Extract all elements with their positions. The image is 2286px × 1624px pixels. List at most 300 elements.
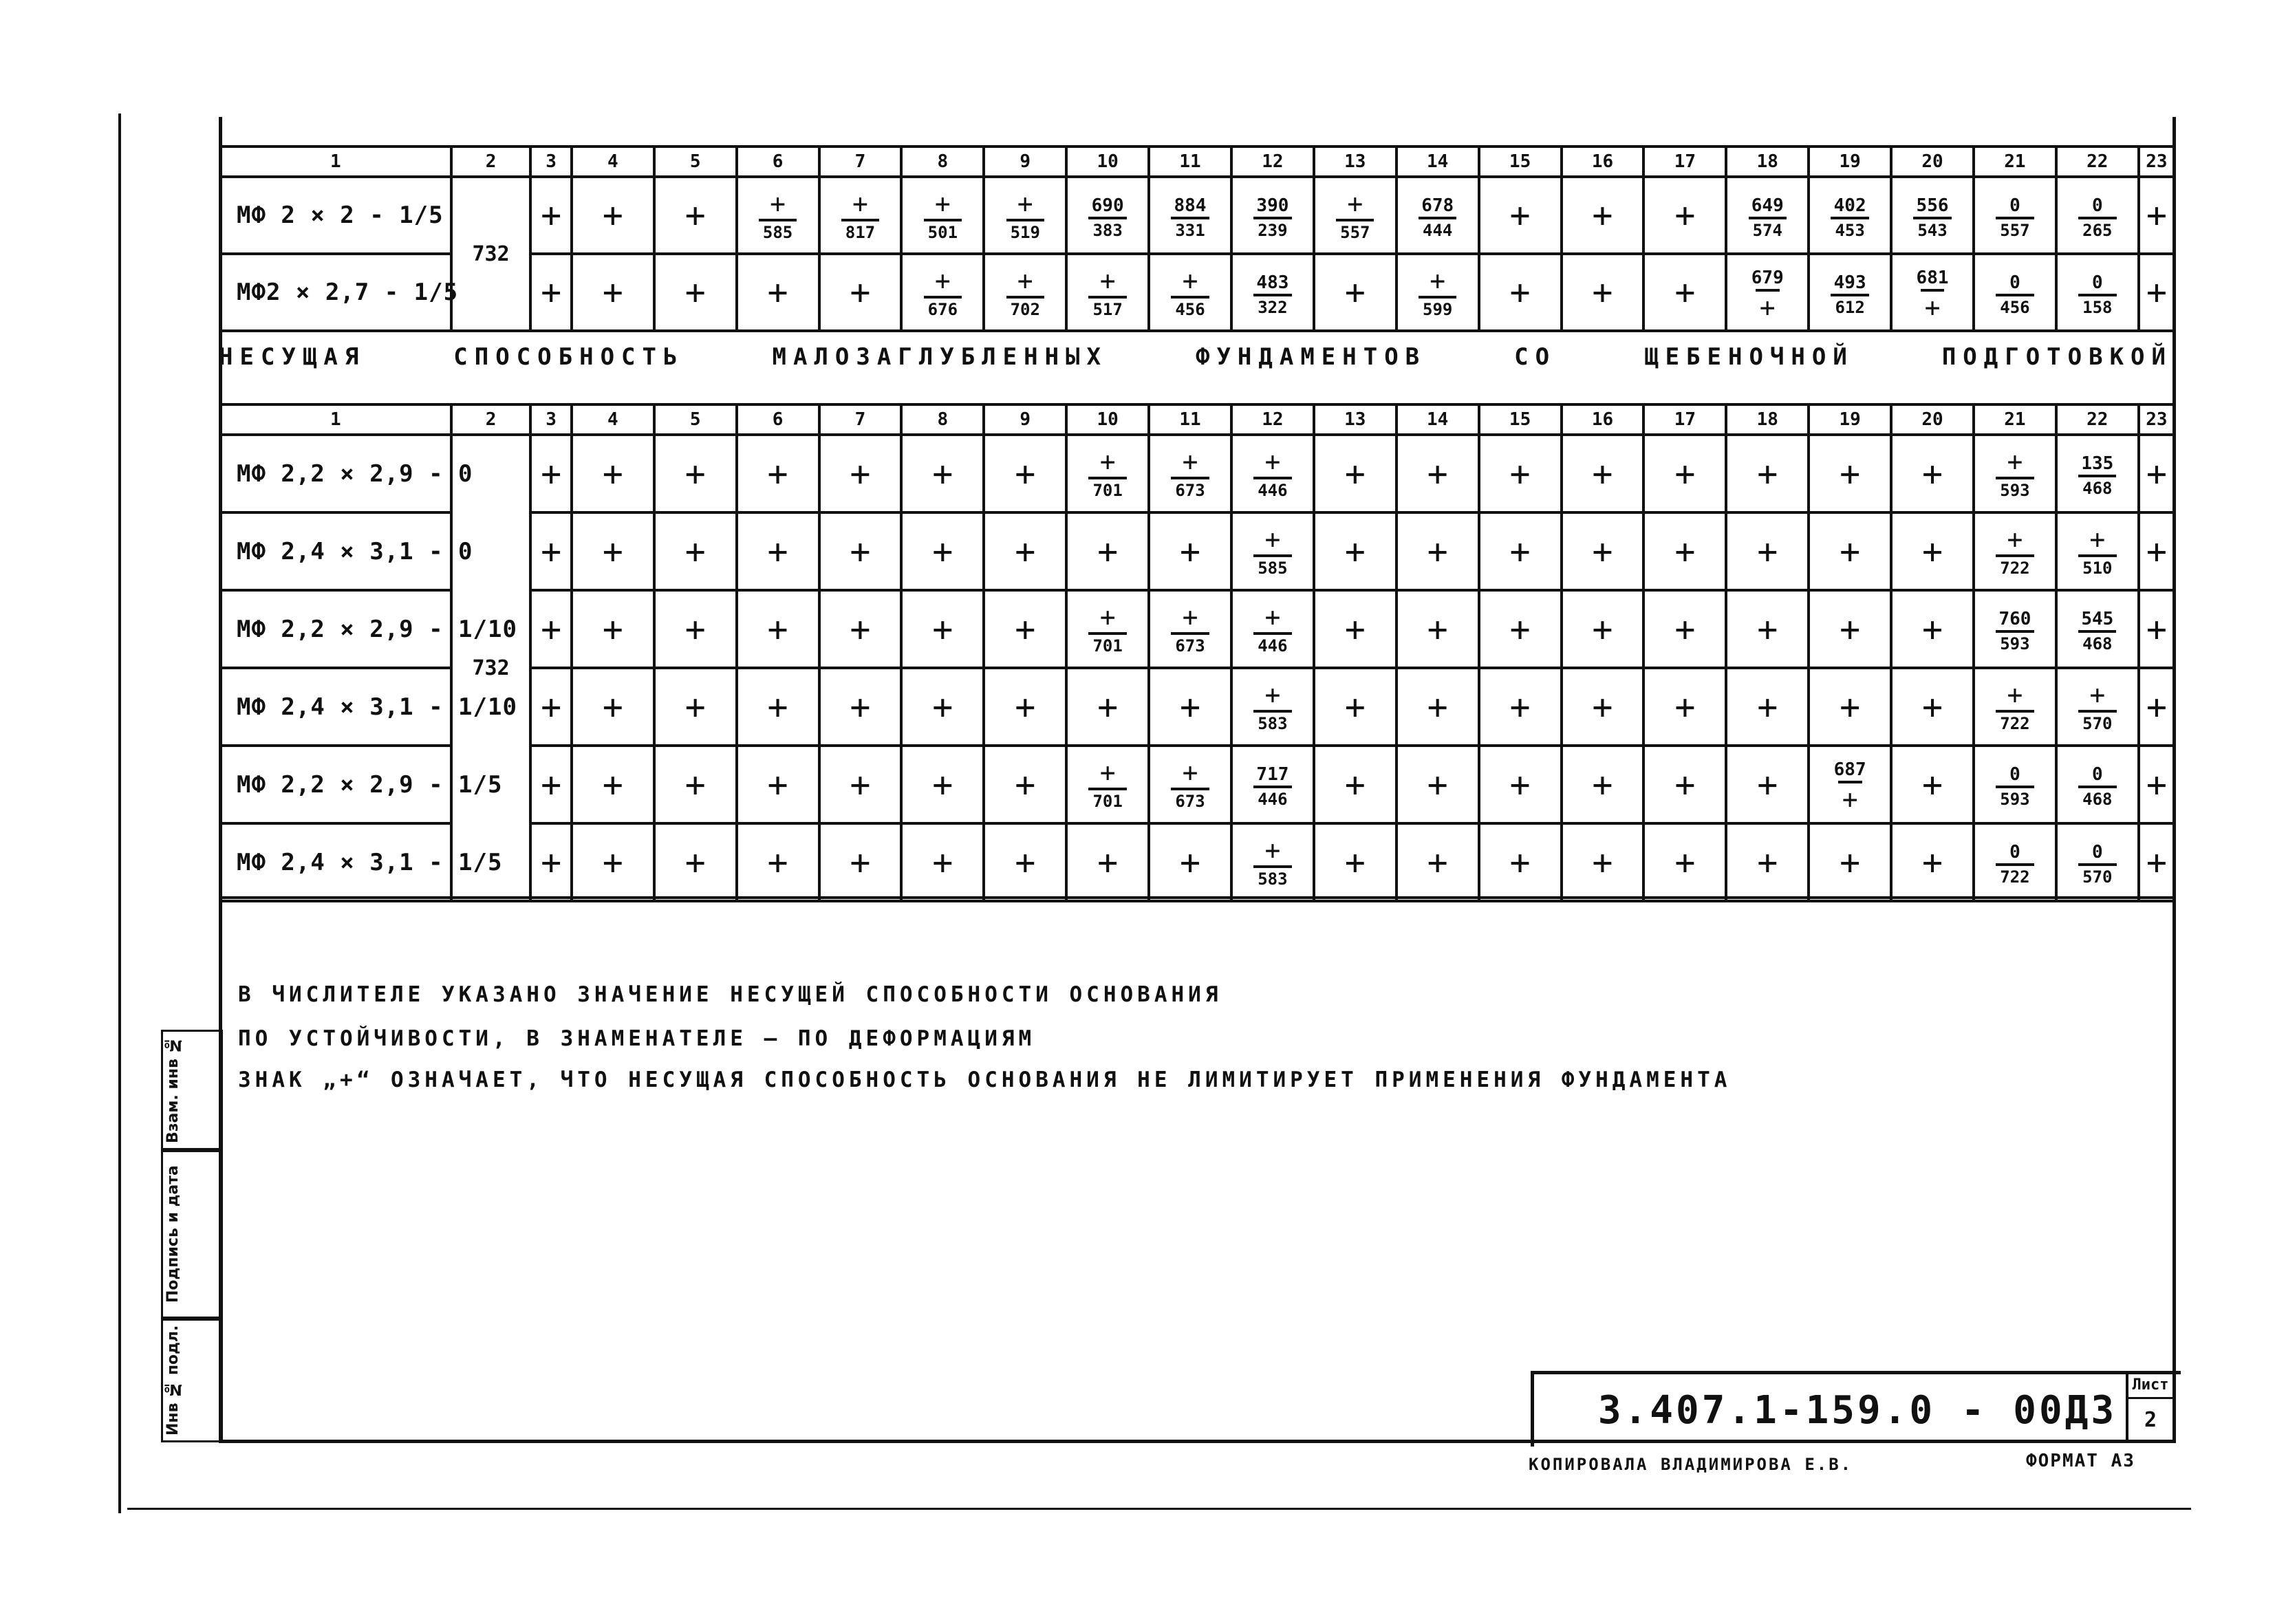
header-cell: 3 [530,147,571,177]
fraction-value [1912,197,1953,239]
column-2-value: 732 [451,177,531,331]
fraction-value [1253,682,1291,732]
numerator: 0 [2009,842,2020,863]
value-cell: + [1643,435,1726,512]
value-cell: + [1314,512,1397,590]
fraction-cell [2056,668,2139,746]
side-stamp-sign-date [161,1150,223,1319]
value-cell: + [654,823,737,901]
value-cell: + [819,512,902,590]
value-cell: + [1809,512,1891,590]
table-header-row [220,147,2175,177]
fraction-value [1252,197,1293,239]
denominator: 612 [1831,294,1868,316]
fraction-value [1253,604,1291,654]
value-cell: + [984,746,1066,823]
value-cell: + [1314,746,1397,823]
denominator: 557 [1336,219,1374,241]
denominator: 570 [2078,710,2116,732]
foundation-mark: МФ 2,2 × 2,9 - 1/5 [220,746,451,823]
numerator: 0 [2091,272,2103,293]
denominator: 446 [1253,632,1291,654]
denominator: 583 [1253,865,1291,887]
fraction-value [1747,269,1788,321]
fraction-cell [1974,746,2056,823]
header-cell: 16 [1562,147,1644,177]
value-cell: + [654,435,737,512]
header-cell: 13 [1314,147,1397,177]
value-cell: + [819,823,902,901]
side-stamp-inv-orig-label: Инв № подл. [164,1325,182,1436]
sheet-number-box [2126,1371,2175,1443]
section-title-word: ЩЕБЕНОЧНОЙ [1644,343,1854,371]
value-cell: + [1562,512,1644,590]
denominator: 673 [1171,788,1209,810]
value-cell: + [1479,590,1562,668]
fraction-value [1253,448,1291,499]
value-cell: + [737,746,819,823]
denominator: 501 [924,219,962,241]
header-cell: 6 [737,404,819,435]
value-cell: + [1643,746,1726,823]
fraction-value [1171,759,1209,810]
numerator: + [1264,524,1281,554]
numerator: + [1182,602,1198,632]
denominator: 510 [2078,554,2116,576]
value-cell: + [1726,590,1809,668]
fraction-value [2078,766,2116,808]
fraction-cell [1974,254,2056,331]
fraction-value [1996,526,2034,576]
value-cell: + [1891,435,1974,512]
fraction-cell [1066,746,1149,823]
value-cell: + [1314,254,1397,331]
section-title-word: ФУНДАМЕНТОВ [1195,343,1427,371]
header-cell: 17 [1643,404,1726,435]
numerator: + [1264,680,1281,710]
note-line-2: ПО УСТОЙЧИВОСТИ, В ЗНАМЕНАТЕЛЕ — ПО ДЕФОРМАЦИЯМ [238,1026,1036,1051]
document-code-block [1531,1371,2181,1447]
header-cell: 7 [819,147,902,177]
frame-bottom-line [127,1508,2191,1510]
value-cell: + [1314,668,1397,746]
fraction-cell [1149,177,1231,254]
fraction-value [1419,265,1456,319]
section-title-word: СО [1514,343,1557,371]
value-cell: + [1891,512,1974,590]
denominator: 383 [1088,217,1126,239]
fraction-cell [2056,823,2139,901]
fraction-value [1006,188,1044,242]
fraction-cell [2056,746,2139,823]
numerator: 690 [1091,195,1124,216]
value-cell: + [1149,823,1231,901]
header-cell: 10 [1066,404,1149,435]
fraction-cell [1231,254,1314,331]
fraction-value [1830,761,1870,812]
value-cell: + [737,668,819,746]
document-code: 3.407.1-159.0 - 00Д3 [1597,1388,2117,1433]
value-cell: + [1726,435,1809,512]
fraction-cell [1231,746,1314,823]
numerator: + [1182,265,1198,296]
fraction-value [1252,766,1293,808]
numerator: + [1099,757,1116,788]
numerator: + [2007,446,2023,477]
fraction-value [1006,265,1044,319]
fraction-cell [1974,177,2056,254]
column-2-value: 732 [451,435,531,901]
denominator: 456 [1996,294,2034,316]
foundation-mark: МФ 2,4 × 3,1 - 0 [220,512,451,590]
value-cell: + [530,746,571,823]
numerator: + [1017,188,1033,219]
value-cell: + [572,668,654,746]
value-cell: + [1643,823,1726,901]
fraction-value [1171,604,1209,654]
fraction-cell [1066,590,1149,668]
fraction-cell [1974,590,2056,668]
denominator: 583 [1253,710,1291,732]
denominator: 722 [1996,554,2034,576]
value-cell: + [819,254,902,331]
numerator: + [1099,446,1116,477]
value-cell: + [984,435,1066,512]
numerator: 0 [2091,195,2103,216]
numerator: 679 [1751,267,1784,288]
value-cell: + [2139,512,2175,590]
value-cell: + [530,668,571,746]
denominator: 722 [1996,710,2034,732]
value-cell: + [1726,746,1809,823]
fraction-cell [1066,435,1149,512]
header-cell: 11 [1149,147,1231,177]
header-cell: 23 [2139,147,2175,177]
foundation-mark: МФ2 × 2,7 - 1/5 [220,254,451,331]
fraction-cell [1891,254,1974,331]
value-cell: + [1809,823,1891,901]
header-cell: 3 [530,404,571,435]
fraction-cell [2056,177,2139,254]
denominator: 265 [2078,217,2116,239]
denominator: 468 [2078,630,2116,652]
fraction-value [1830,274,1870,316]
value-cell: + [1314,590,1397,668]
numerator: 545 [2081,609,2114,629]
header-cell: 22 [2056,147,2139,177]
value-cell: + [1562,823,1644,901]
denominator: + [1838,781,1862,812]
denominator: 446 [1253,477,1291,499]
denominator: 701 [1088,632,1126,654]
numerator: + [852,188,868,219]
value-cell: + [901,746,984,823]
value-cell: + [2139,823,2175,901]
value-cell: + [1809,590,1891,668]
fraction-cell [1314,177,1397,254]
header-cell: 8 [901,404,984,435]
fraction-value [1171,448,1209,499]
value-cell: + [1643,668,1726,746]
denominator: 676 [924,296,962,318]
value-cell: + [1891,668,1974,746]
fraction-cell [1149,435,1231,512]
numerator: + [1430,265,1446,296]
numerator: + [1182,757,1198,788]
fraction-value [2078,526,2116,576]
numerator: 390 [1256,195,1289,216]
numerator: 0 [2009,195,2020,216]
side-stamp-sign-date-label: Подпись и дата [164,1165,182,1303]
denominator: 722 [1996,863,2034,885]
header-cell: 7 [819,404,902,435]
header-cell: 16 [1562,404,1644,435]
numerator: 649 [1751,195,1784,216]
value-cell: + [2139,177,2175,254]
numerator: + [2007,680,2023,710]
value-cell: + [901,435,984,512]
side-stamp-inv-replace [161,1030,223,1150]
header-cell: 4 [572,147,654,177]
numerator: 0 [2009,272,2020,293]
fraction-value [1252,274,1293,316]
header-cell: 12 [1231,147,1314,177]
value-cell: + [1809,435,1891,512]
value-cell: + [1891,823,1974,901]
header-cell: 6 [737,147,819,177]
numerator: + [934,265,951,296]
side-stamp-inv-replace-label: Взам. инв № [164,1036,182,1144]
value-cell: + [1479,823,1562,901]
value-cell: + [819,435,902,512]
denominator: 468 [2078,475,2116,497]
fraction-cell [1149,254,1231,331]
value-cell: + [1397,823,1479,901]
numerator: 687 [1833,759,1866,780]
value-cell: + [1726,512,1809,590]
value-cell: + [1397,668,1479,746]
fraction-cell [1891,177,1974,254]
denominator: 444 [1419,217,1456,239]
numerator: 0 [2091,842,2103,863]
denominator: 453 [1831,217,1868,239]
fraction-value [1417,197,1458,239]
denominator: 585 [759,219,797,241]
value-cell: + [1726,823,1809,901]
value-cell: + [530,254,571,331]
fraction-cell [1066,254,1149,331]
fraction-value [1996,766,2034,808]
foundation-mark: МФ 2 × 2 - 1/5 [220,177,451,254]
fraction-cell [1231,668,1314,746]
denominator: 585 [1253,554,1291,576]
header-cell: 19 [1809,404,1891,435]
header-cell: 9 [984,404,1066,435]
denominator: 599 [1419,296,1456,318]
fraction-value [2077,610,2117,652]
header-cell: 4 [572,404,654,435]
value-cell: + [2139,590,2175,668]
value-cell: + [1562,668,1644,746]
fraction-cell [1231,435,1314,512]
value-cell: + [1314,435,1397,512]
value-cell: + [984,668,1066,746]
denominator: 593 [1996,630,2034,652]
header-cell: 8 [901,147,984,177]
value-cell: + [1397,435,1479,512]
fraction-value [1088,604,1126,654]
value-cell: + [819,590,902,668]
fraction-value [1996,448,2034,499]
value-cell: + [572,435,654,512]
fraction-value [1996,682,2034,732]
fraction-value [924,265,962,319]
numerator: + [1264,446,1281,477]
fraction-value [1912,269,1953,321]
value-cell: + [984,590,1066,668]
value-cell: + [1479,512,1562,590]
denominator: 331 [1171,217,1209,239]
value-cell: + [654,668,737,746]
value-cell: + [1726,668,1809,746]
numerator: + [1264,602,1281,632]
denominator: 519 [1006,219,1044,241]
value-cell: + [1562,590,1644,668]
value-cell: + [1397,746,1479,823]
fraction-cell [901,254,984,331]
denominator: 673 [1171,477,1209,499]
denominator: 817 [841,219,879,241]
side-stamp-inv-orig [161,1319,223,1442]
table-header-row [220,404,2175,435]
value-cell: + [984,823,1066,901]
fraction-cell [1974,435,2056,512]
fraction-cell [1809,177,1891,254]
header-cell: 9 [984,147,1066,177]
value-cell: + [737,823,819,901]
denominator: 456 [1171,296,1209,318]
section-title-word: НЕСУЩАЯ [219,343,366,371]
fraction-cell [2056,435,2139,512]
header-cell: 14 [1397,404,1479,435]
fraction-value [1171,265,1209,319]
denominator: 702 [1006,296,1044,318]
fraction-value [841,188,879,242]
numerator: 483 [1256,272,1289,293]
fraction-cell [2056,512,2139,590]
sheet-number: 2 [2144,1408,2157,1432]
header-cell: 19 [1809,147,1891,177]
value-cell: + [1809,668,1891,746]
numerator: + [2007,524,2023,554]
fraction-value [2077,455,2117,497]
value-cell: + [1891,590,1974,668]
value-cell: + [572,254,654,331]
fraction-cell [737,177,819,254]
section-title-word: ПОДГОТОВКОЙ [1941,343,2172,371]
fraction-cell [1397,177,1479,254]
fraction-value [2078,197,2116,239]
numerator: 493 [1833,272,1866,293]
fraction-value [1088,265,1126,319]
value-cell: + [1643,177,1726,254]
denominator: 701 [1088,477,1126,499]
denominator: 570 [2078,863,2116,885]
denominator: + [1756,289,1780,321]
fraction-value [1088,197,1128,239]
foundation-mark: МФ 2,4 × 3,1 - 1/5 [220,823,451,901]
fraction-cell [1809,746,1891,823]
value-cell: + [901,668,984,746]
section-title-word: СПОСОБНОСТЬ [453,343,684,371]
value-cell: + [1643,590,1726,668]
value-cell: + [1891,746,1974,823]
header-cell: 5 [654,147,737,177]
numerator: + [770,188,786,219]
header-cell: 11 [1149,404,1231,435]
fraction-value [1088,448,1126,499]
fraction-value [1996,197,2034,239]
fraction-cell [984,254,1066,331]
header-cell: 20 [1891,147,1974,177]
table-row [220,177,2175,254]
value-cell: + [2139,435,2175,512]
value-cell: + [1066,823,1149,901]
header-cell: 15 [1479,147,1562,177]
fraction-cell [1397,254,1479,331]
header-cell: 13 [1314,404,1397,435]
value-cell: + [572,746,654,823]
fraction-cell [2056,254,2139,331]
numerator: + [1182,446,1198,477]
sheet-label: Лист [2128,1374,2172,1399]
value-cell: + [1149,668,1231,746]
header-cell: 12 [1231,404,1314,435]
value-cell: + [572,512,654,590]
value-cell: + [1562,435,1644,512]
denominator: 517 [1088,296,1126,318]
denominator: 701 [1088,788,1126,810]
numerator: + [2089,680,2106,710]
numerator: 760 [1998,609,2031,629]
denominator: 239 [1253,217,1291,239]
denominator: 557 [1996,217,2034,239]
value-cell: + [819,668,902,746]
value-cell: + [1562,177,1644,254]
value-cell: + [654,746,737,823]
table-row [220,435,2175,512]
fraction-value [1170,197,1211,239]
value-cell: + [654,512,737,590]
denominator: 468 [2078,786,2116,808]
sheet-format: ФОРМАТ А3 [2026,1451,2135,1471]
numerator: 678 [1421,195,1454,216]
header-cell: 2 [451,404,531,435]
fraction-cell [1231,823,1314,901]
numerator: 556 [1916,195,1949,216]
frame-left-line [118,113,121,1513]
numerator: + [1017,265,1033,296]
value-cell: + [530,177,571,254]
denominator: + [1921,289,1945,321]
fraction-cell [1726,254,1809,331]
value-cell: + [654,254,737,331]
fraction-value [1747,197,1788,239]
fraction-value [759,188,797,242]
value-cell: + [984,512,1066,590]
value-cell: + [901,512,984,590]
header-cell: 22 [2056,404,2139,435]
